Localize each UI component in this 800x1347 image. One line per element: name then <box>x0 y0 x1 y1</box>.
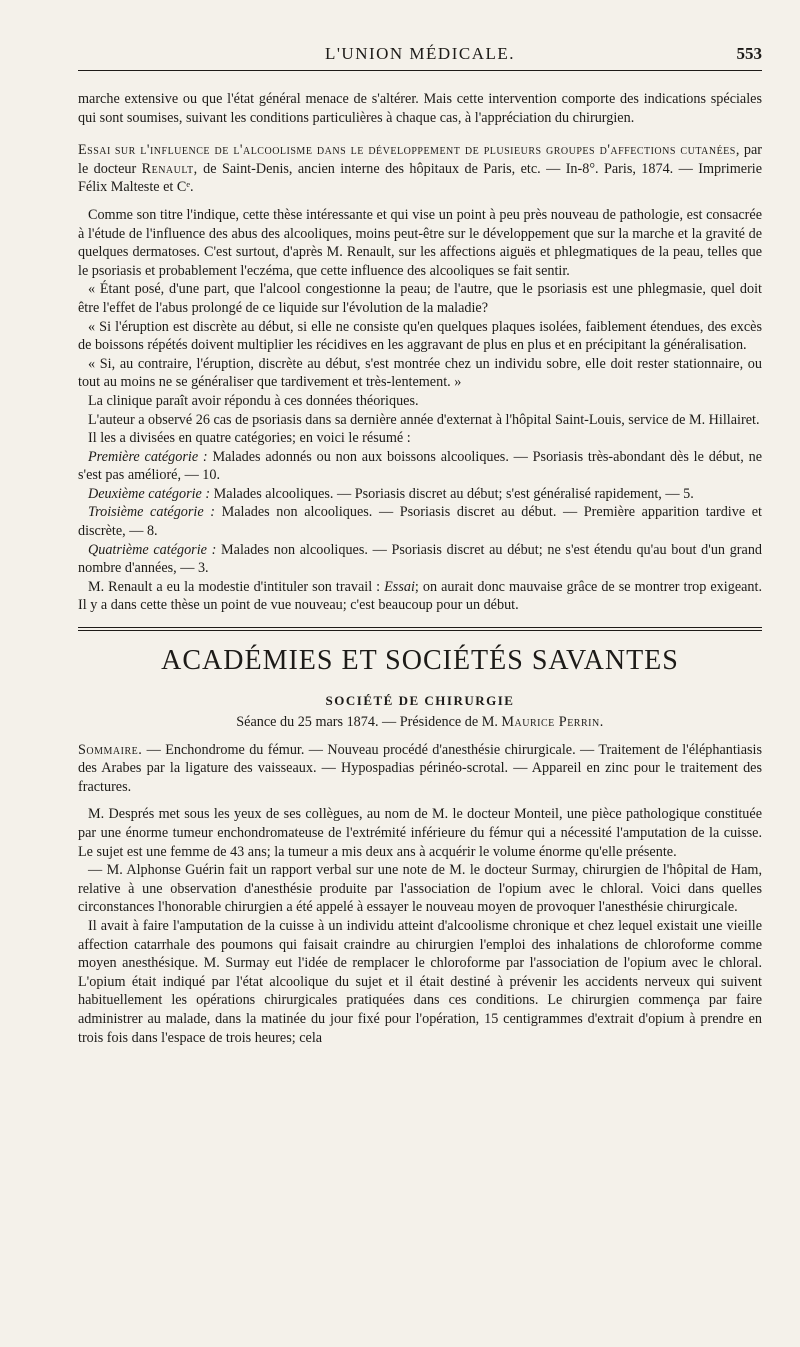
review-heading-title: sur l'influence de l'alcoolisme dans le développement de plusieurs groupes d'affections cutanées, <box>114 142 740 159</box>
category-item <box>78 485 762 504</box>
category-text: Malades alcooliques. — Psoriasis discret au début; s'est généralisé rapidement, — 5. <box>213 485 694 502</box>
seance-line <box>78 713 762 732</box>
seance-president: Maurice Perrin. <box>501 714 604 731</box>
review-closing <box>78 578 762 615</box>
sommaire <box>78 741 762 797</box>
page-number: 553 <box>736 44 762 63</box>
society-title: SOCIÉTÉ DE CHIRURGIE <box>325 693 515 709</box>
seance-date: Séance du 25 mars 1874. — Présidence de M. <box>236 714 498 731</box>
category-item <box>78 448 762 485</box>
review-quote: « Si l'éruption est discrète au début, si elle ne consiste qu'en quelques plaques isolées, faiblement étendues, des excès de boissons répétés doivent multiplier les récidives en les aggravant de plus en plus et en précipitant la généralisation. <box>78 318 762 354</box>
category-label: Troisième catégorie : <box>88 504 215 521</box>
review-paragraph: L'auteur a observé 26 cas de psoriasis dans sa dernière année d'externat à l'hôpital Saint-Louis, service de M. Hillairet. <box>88 411 760 428</box>
page-header <box>78 0 762 68</box>
review-quote: « Étant posé, d'une part, que l'alcool congestionne la peau; de l'autre, que le psoriasis est une phlegmasie, quel doit être l'effet de l'abus prolongé de ce liquide sur l'évolution de la maladie? <box>78 281 762 316</box>
academies-paragraph: Il avait à faire l'amputation de la cuisse à un individu atteint d'alcoolisme chronique et chez lequel existait une vieille affection catarrhale des poumons qui faisait craindre au chirurgien l'emploi des inhalations de chloroforme comme moyen anesthésique. M. Surmay eut l'idée de remplacer le chloroforme par l'association de l'opium avec le chloral. L'opium était indiqué par l'état alcoolique du sujet et il était destiné à prévenir les accidents nerveux qui suivent habituellement les opérations chirurgicales pratiquées dans ces conditions. Le chirurgien commença par faire administrer au malade, dans la matinée du jour fixé pour l'opération, 15 centigrammes d'extrait d'opium à prendre en trois fois dans l'espace de trois heures; cela <box>78 917 762 1046</box>
category-label: Quatrième catégorie : <box>88 541 217 558</box>
review-heading-author: Renault, <box>141 160 198 177</box>
running-title: L'UNION MÉDICALE. <box>324 44 516 63</box>
category-text: Malades non alcooliques. — Psoriasis discret au début. — Première apparition tardive et discrète, — 8. <box>78 504 762 540</box>
review-paragraph: La clinique paraît avoir répondu à ces données théoriques. <box>88 392 419 409</box>
category-text: Malades adonnés ou non aux boissons alcooliques. — Psoriasis très-abondant dès le début, ne s'est pas amélioré, — 10. <box>78 448 762 484</box>
sommaire-text: — Enchondrome du fémur. — Nouveau procédé d'anesthésie chirurgicale. — Traitement de l'éléphantiasis des Arabes par la ligature des vaisseaux. — Hypospadias périnéo-scrotal. — Appareil en zinc pour le traitement des fractures. <box>78 741 763 795</box>
category-item <box>78 541 762 578</box>
section-title: ACADÉMIES ET SOCIÉTÉS SAVANTES <box>161 645 679 677</box>
academies-paragraph: — M. Alphonse Guérin fait un rapport verbal sur une note de M. le docteur Surmay, chirurgien de l'hôpital de Ham, relative à une observation d'anesthésie produite par l'association de l'opium avec le chloral. Voici dans quelles circonstances l'honorable chirurgien a été appelé à essayer le nouveau moyen de provoquer l'anesthésie chirurgicale. <box>78 862 762 916</box>
category-text: Malades non alcooliques. — Psoriasis discret au début; ne s'est étendu qu'au bout d'un grand nombre d'années, — 3. <box>78 541 763 577</box>
sommaire-label: Sommaire. <box>78 741 143 758</box>
review-closing-b: ; on aurait donc mauvaise grâce de se montrer trop exigeant. Il y a dans cette thèse un point de vue nouveau; c'est beaucoup pour un début. <box>78 578 762 614</box>
review-paragraph: Comme son titre l'indique, cette thèse intéressante et qui vise un point à peu près nouveau de pathologie, est consacrée à l'étude de l'influence des abus des alcooliques, moins peut-être sur le développement que sur la marche et la gravité de quelques dermatoses. C'est surtout, d'après M. Renault, sur les affections aiguës et phlegmatiques de la peau, telles que le psoriasis et probablement l'eczéma, que cette influence des alcooliques se fait sentir. <box>78 206 762 279</box>
page-body <box>78 68 762 1047</box>
review-paragraph: Il les a divisées en quatre catégories; en voici le résumé : <box>88 430 411 447</box>
review-quote: « Si, au contraire, l'éruption, discrète au début, s'est montrée chez un individu sobre, elle doit rester stationnaire, ou tout au moins ne se généraliser que tardivement et très-lentement. » <box>78 355 762 391</box>
review-heading-tail: de Saint-Denis, ancien interne des hôpitaux de Paris, etc. — In-8°. Paris, 1874. — Imprimerie Félix Malteste et Cᵉ. <box>78 160 763 196</box>
review-closing-essai: Essai <box>384 578 415 595</box>
intro-paragraph: marche extensive ou que l'état général menace de s'altérer. Mais cette intervention comporte des indications spéciales qui sont soumises, suivant les conditions particulières à chaque cas, à l'appréciation du chirurgien. <box>78 91 762 126</box>
category-label: Deuxième catégorie : <box>88 485 211 502</box>
review-closing-a: M. Renault a eu la modestie d'intituler son travail : <box>88 578 381 595</box>
section-divider <box>78 627 762 631</box>
review-heading-by: par le docteur <box>78 142 763 177</box>
review-heading <box>78 141 762 197</box>
category-label: Première catégorie : <box>88 448 208 465</box>
header-rule <box>78 70 762 71</box>
academies-paragraph: M. Després met sous les yeux de ses collègues, au nom de M. le docteur Monteil, une pièce pathologique constituée par une énorme tumeur enchondromateuse de l'extrémité inférieure du fémur qui a nécessité l'amputation de la cuisse. Le sujet est une femme de 43 ans; la tumeur a mis deux ans à acquérir le volume énorme qu'elle présente. <box>78 806 762 860</box>
review-heading-essai: Essai <box>78 142 111 159</box>
category-item <box>78 503 762 540</box>
